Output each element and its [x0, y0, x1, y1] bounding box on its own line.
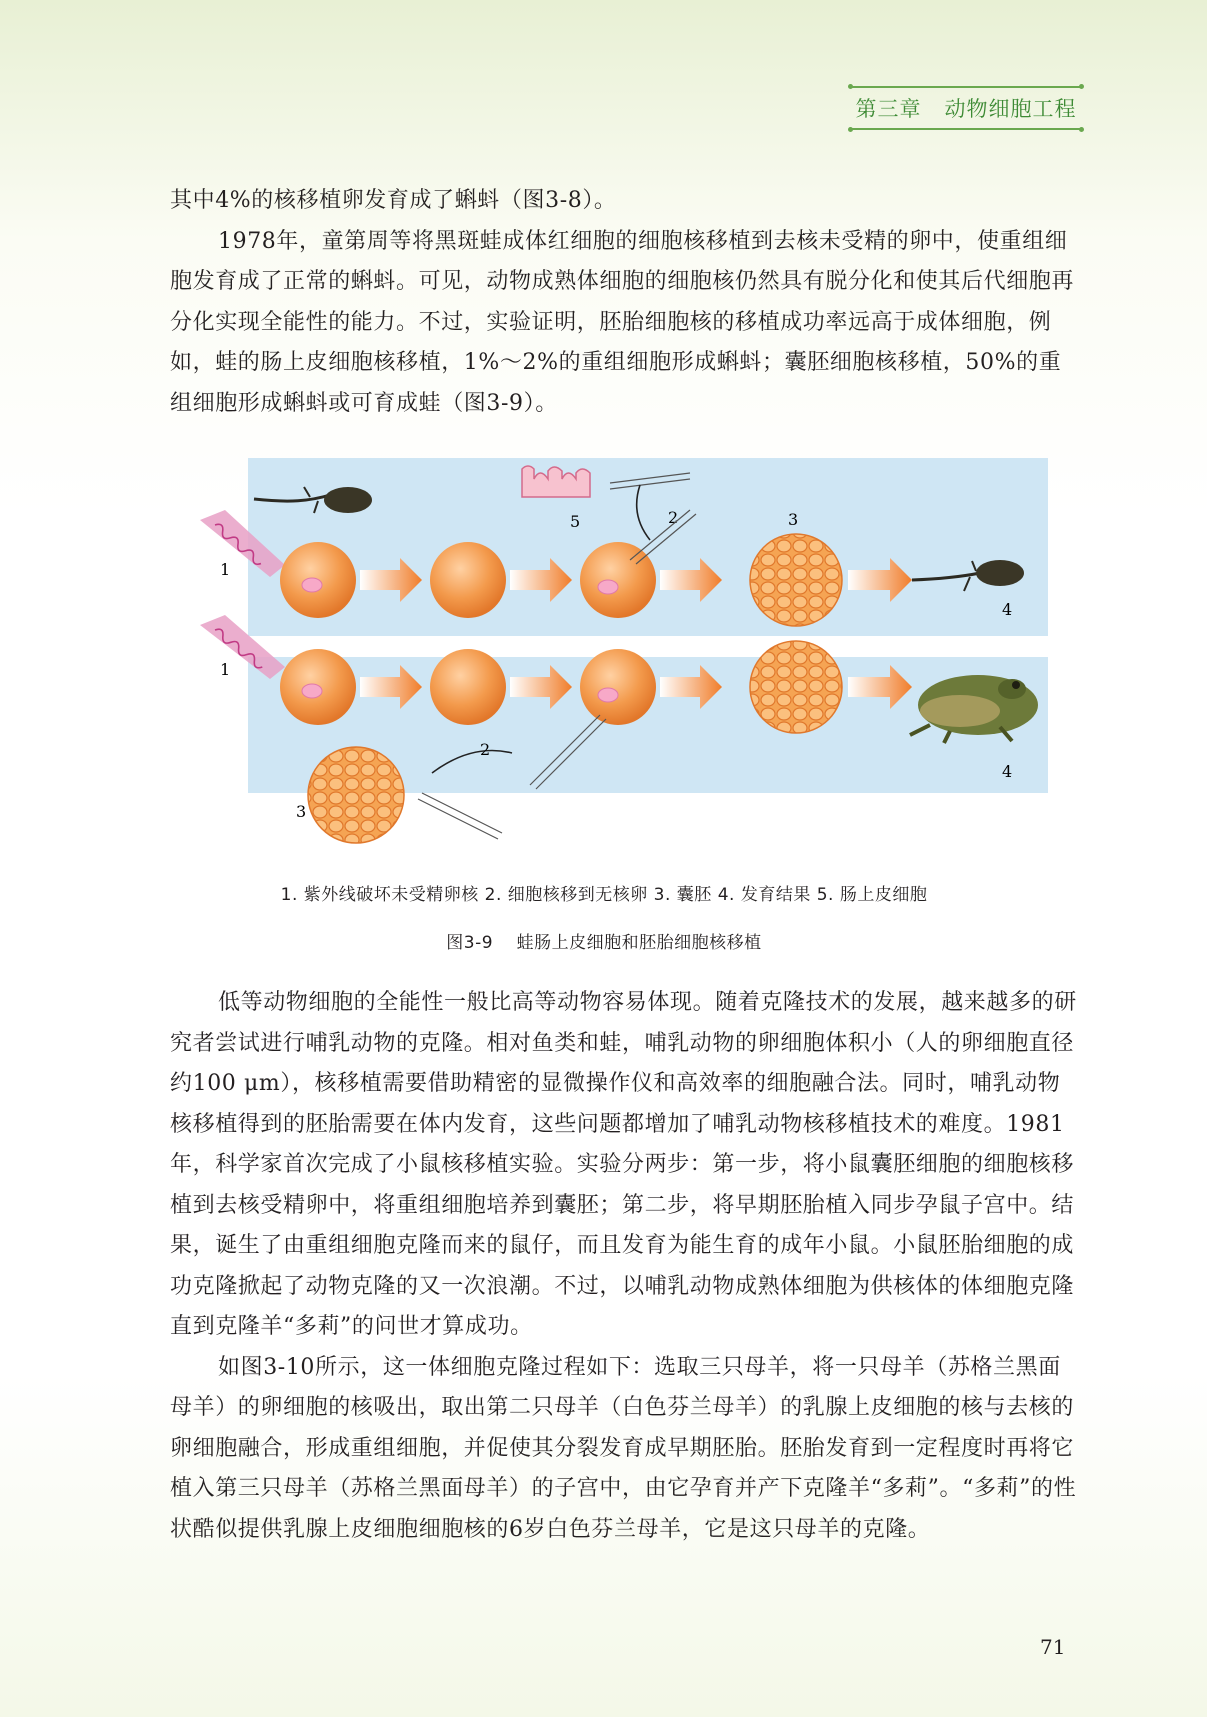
- blastula: [750, 534, 842, 626]
- body-text-top: [170, 181, 1078, 424]
- paragraph: 如图3-10所示，这一体细胞克隆过程如下：选取三只母羊，将一只母羊（苏格兰黑面母羊）的卵细胞的核吸出，取出第二只母羊（白色芬兰母羊）的乳腺上皮细胞的核与去核的卵细胞融合，形成重组细胞，并促使其分裂发育成早期胚胎。胚胎发育到一定程度时再将它植入第三只母羊（苏格兰黑面母羊）的子宫中，由它孕育并产下克隆羊“多莉”。“多莉”的性状酷似提供乳腺上皮细胞细胞核的6岁白色芬兰母羊，它是这只母羊的克隆。: [170, 1354, 1077, 1542]
- figure-nuclear-transfer-diagram: [200, 455, 1060, 865]
- label-2: 2: [668, 508, 679, 527]
- pipette: [418, 793, 502, 839]
- body-text-bottom: [170, 983, 1078, 1550]
- intestine-epithelium-icon: [522, 466, 590, 497]
- label-1: 1: [220, 560, 231, 579]
- paragraph: 1978年，童第周等将黑斑蛙成体红细胞的细胞核移植到去核未受精的卵中，使重组细胞发育成了正常的蝌蚪。可见，动物成熟体细胞的细胞核仍然具有脱分化和使其后代细胞再分化实现全能性的能力。不过，实验证明，胚胎细胞核的移植成功率远高于成体细胞，例如，蛙的肠上皮细胞核移植，1%～2%的重组细胞形成蝌蚪；囊胚细胞核移植，50%的重组细胞形成蝌蚪或可育成蛙（图3-9）。: [170, 228, 1075, 416]
- egg-cell: [280, 542, 356, 618]
- egg-cell: [280, 649, 356, 725]
- label-5: 5: [570, 512, 581, 531]
- reconstructed-egg: [580, 649, 656, 725]
- label-4: 4: [1002, 762, 1013, 781]
- blastula-donor: [308, 747, 404, 843]
- label-1: 1: [220, 660, 231, 679]
- chapter-header: [852, 86, 1080, 130]
- blastula: [750, 641, 842, 733]
- label-3: 3: [296, 802, 307, 821]
- paragraph: 低等动物细胞的全能性一般比高等动物容易体现。随着克隆技术的发展，越来越多的研究者尝试进行哺乳动物的克隆。相对鱼类和蛙，哺乳动物的卵细胞体积小（人的卵细胞直径约100 μm），核移植需要借助精密的显微操作仪和高效率的细胞融合法。同时，哺乳动物核移植得到的胚胎需要在体内发育，这些问题都增加了哺乳动物核移植技术的难度。1981年，科学家首次完成了小鼠核移植实验。实验分两步：第一步，将小鼠囊胚细胞的细胞核移植到去核受精卵中，将重组细胞培养到囊胚；第二步，将早期胚胎植入同步孕鼠子宫中。结果，诞生了由重组细胞克隆而来的鼠仔，而且发育为能生育的成年小鼠。小鼠胚胎细胞的成功克隆掀起了动物克隆的又一次浪潮。不过，以哺乳动物成熟体细胞为供核体的体细胞克隆直到克隆羊“多莉”的问世才算成功。: [170, 990, 1077, 1339]
- page-number: 71: [1040, 1635, 1066, 1659]
- enucleated-egg: [430, 542, 506, 618]
- label-4: 4: [1002, 600, 1013, 619]
- chapter-title: 第三章 动物细胞工程: [855, 97, 1077, 121]
- label-2: 2: [480, 740, 491, 759]
- figure-legend: 1. 紫外线破坏未受精卵核 2. 细胞核移到无核卵 3. 囊胚 4. 发育结果 5. 肠上皮细胞: [280, 885, 928, 905]
- label-3: 3: [788, 510, 799, 529]
- paragraph: 其中4%的核移植卵发育成了蝌蚪（图3-8）。: [170, 188, 617, 213]
- figure-caption: 图3-9 蛙肠上皮细胞和胚胎细胞核移植: [446, 933, 762, 953]
- enucleated-egg: [430, 649, 506, 725]
- reconstructed-egg: [580, 542, 656, 618]
